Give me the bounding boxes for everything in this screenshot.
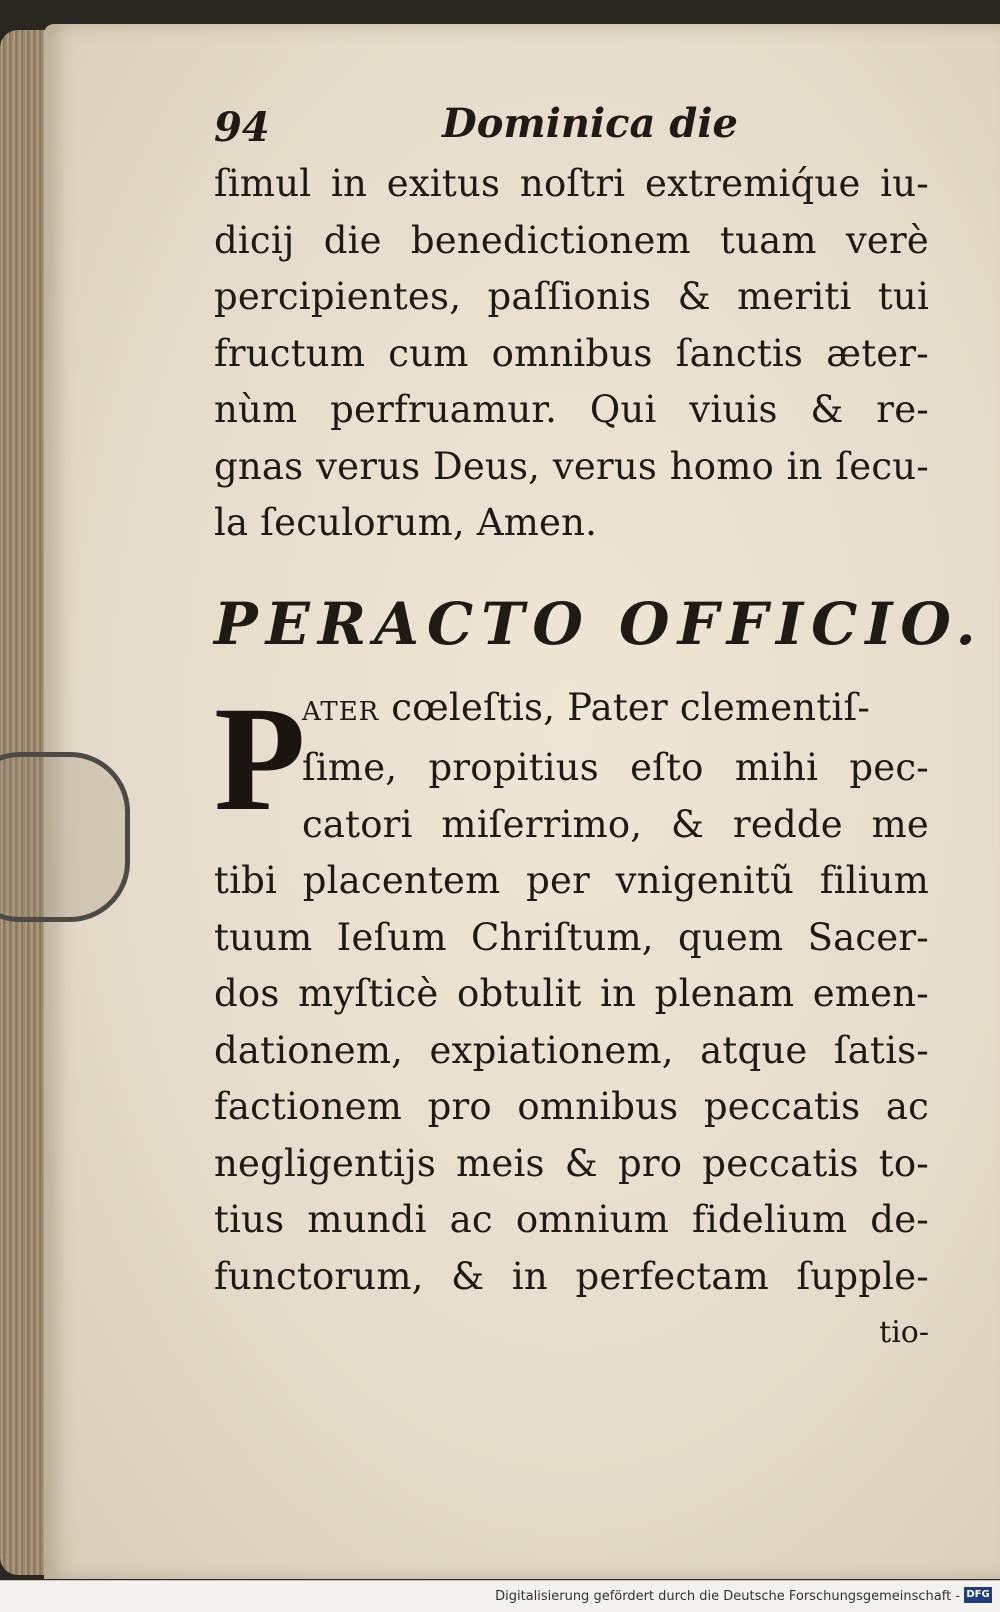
paragraph-1 <box>214 156 929 552</box>
text-line: fructum cum omnibus ſanctis æter- <box>214 331 929 375</box>
text-line: dos myſticè obtulit in plenam emen- <box>214 972 929 1015</box>
first-word-caps: ATER <box>302 696 380 727</box>
text-line <box>214 680 929 741</box>
book-clasp <box>0 752 130 922</box>
section-heading: PERACTO OFFICIO. <box>214 589 984 658</box>
text-line: catori miſerrimo, & redde me <box>302 802 929 846</box>
text-line: dationem, expiationem, atque ſatis- <box>214 1028 929 1072</box>
text-line-rest: cœleſtis, Pater clementiſ- <box>379 685 871 729</box>
page-header <box>214 100 929 156</box>
paragraph-2 <box>214 675 929 1356</box>
drop-cap: P <box>214 675 306 842</box>
text-line: nùm perfruamur. Qui viuis & re- <box>214 388 929 431</box>
footer-bar <box>0 1580 1000 1612</box>
text-line: percipientes, paſſionis & meriti tui <box>214 275 929 318</box>
text-block <box>214 100 984 1355</box>
text-line: tuum Ieſum Chriſtum, quem Sacer- <box>214 915 929 959</box>
text-line: ſime, propitius eſto mihi pec- <box>302 746 929 789</box>
text-line: tibi placentem per vnigenitũ filium <box>214 859 929 902</box>
text-line: tius mundi ac omnium fidelium de- <box>214 1198 929 1241</box>
funding-credit: Digitalisierung gefördert durch die Deutsche Forschungsgemeinschaft - <box>495 1589 960 1604</box>
catchword: tio- <box>879 1315 929 1350</box>
running-head: Dominica die <box>442 100 738 147</box>
dfg-logo: DFG <box>964 1587 992 1603</box>
text-line: gnas verus Deus, verus homo in ſecu- <box>214 444 929 488</box>
text-line: la ſeculorum, Amen. <box>214 501 598 544</box>
text-line: negligentijs meis & pro peccatis to- <box>214 1141 929 1185</box>
page-number: 94 <box>214 104 270 151</box>
text-line: functorum, & in perfectam ſupple- <box>214 1254 929 1298</box>
text-line: dicij die benedictionem tuam verè <box>214 218 929 262</box>
text-line: factionem pro omnibus peccatis ac <box>214 1085 929 1128</box>
text-line: ſimul in exitus noſtri extremiq́ue iu- <box>214 162 929 205</box>
